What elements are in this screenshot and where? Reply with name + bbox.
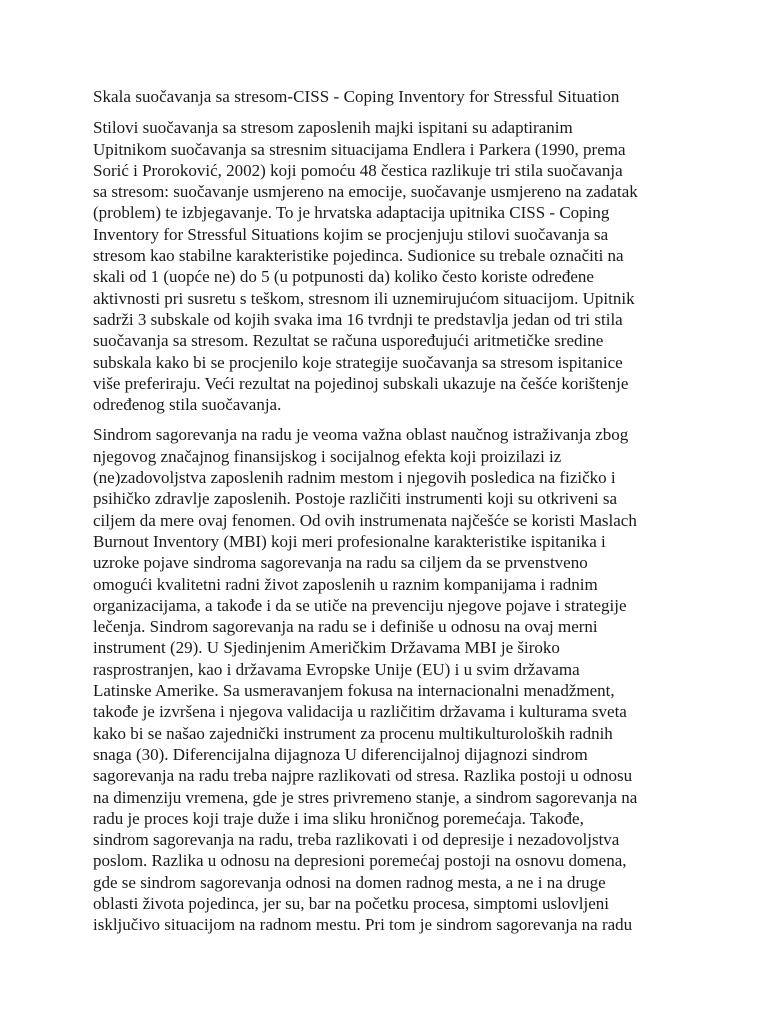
text-line: ciljem da mere ovaj fenomen. Od ovih instrumenata najčešće se koristi Maslach xyxy=(93,510,637,530)
text-line: oblasti života pojedinca, jer su, bar na početku procesa, simptomi uslovljeni xyxy=(93,893,610,913)
text-line: skali od 1 (uopće ne) do 5 (u potpunosti da) koliko često koriste određene xyxy=(93,267,594,287)
text-line: stresom kao stabilne karakteristike pojedinca. Sudionice su trebale označiti na xyxy=(93,246,624,266)
text-line: snaga (30). Diferencijalna dijagnoza U diferencijalnoj dijagnozi sindrom xyxy=(93,744,588,764)
text-line: Sorić i Proroković, 2002) koji pomoću 48 čestica razlikuje tri stila suočavanja xyxy=(93,160,623,180)
text-line: subskala kako bi se procjenilo koje strategije suočavanja sa stresom ispitanice xyxy=(93,352,623,372)
text-line: Burnout Inventory (MBI) koji meri profesionalne karakteristike ispitanika i xyxy=(93,531,606,551)
text-line: kako bi se našao zajednički instrument za procenu multikulturoloških radnih xyxy=(93,723,613,743)
text-line: takođe je izvršena i njegova validacija u različitim državama i kulturama sveta xyxy=(93,702,627,722)
text-line: Inventory for Stressful Situations kojim se procjenjuju stilovi suočavanja sa xyxy=(93,224,609,244)
text-line: sagorevanja na radu treba najpre razlikovati od stresa. Razlika postoji u odnosu xyxy=(93,766,633,786)
text-line: sa stresom: suočavanje usmjereno na emocije, suočavanje usmjereno na zadatak xyxy=(93,182,638,202)
text-line: sindrom sagorevanja na radu, treba razlikovati i od depresije i nezadovoljstva xyxy=(93,830,620,850)
text-line: njegovog značajnog finansijskog i socijalnog efekta koji proizilazi iz xyxy=(93,446,562,466)
text-line: gde se sindrom sagorevanja odnosi na domen radnog mesta, a ne i na druge xyxy=(93,872,606,892)
text-line: sadrži 3 subskale od kojih svaka ima 16 tvrdnji te predstavlja jedan od tri stila xyxy=(93,309,623,329)
paragraph-ciss xyxy=(93,117,675,415)
text-line: suočavanja sa stresom. Rezultat se računa uspoređujući aritmetičke sredine xyxy=(93,331,604,351)
text-line: organizacijama, a takođe i da se utiče na prevenciju njegove pojave i strategije xyxy=(93,595,627,615)
text-line: više preferiraju. Veći rezultat na pojedinoj subskali ukazuje na češće korištenje xyxy=(93,373,629,393)
text-line: aktivnosti pri susretu s teškom, stresnom ili uznemirujućom situacijom. Upitnik xyxy=(93,288,635,308)
text-line: Latinske Amerike. Sa usmeravanjem fokusa na internacionalni menadžment, xyxy=(93,681,615,701)
text-line: Upitnikom suočavanja sa stresnim situacijama Endlera i Parkera (1990, prema xyxy=(93,139,626,159)
text-line: Stilovi suočavanja sa stresom zaposlenih majki ispitani su adaptiranim xyxy=(93,118,573,138)
document-title: Skala suočavanja sa stresom-CISS - Coping Inventory for Stressful Situation xyxy=(93,87,620,106)
text-line: Sindrom sagorevanja na radu je veoma važna oblast naučnog istraživanja zbog xyxy=(93,425,629,445)
text-line: na dimenziju vremena, gde je stres privremeno stanje, a sindrom sagorevanja na xyxy=(93,787,638,807)
text-line: određenog stila suočavanja. xyxy=(93,395,282,415)
text-line: instrument (29). U Sjedinjenim Američkim Državama MBI je široko xyxy=(93,638,560,658)
text-line: lečenja. Sindrom sagorevanja na radu se i definiše u odnosu na ovaj merni xyxy=(93,617,598,637)
paragraph-burnout xyxy=(93,424,675,935)
text-line: (problem) te izbjegavanje. To je hrvatska adaptacija upitnika CISS - Coping xyxy=(93,203,610,223)
text-line: radu je proces koji traje duže i ima sliku hroničnog poremećaja. Takođe, xyxy=(93,808,584,828)
text-line: psihičko zdravlje zaposlenih. Postoje različiti instrumenti koji su otkriveni sa xyxy=(93,489,618,509)
document-body xyxy=(93,86,675,945)
text-line: uzroke pojave sindroma sagorevanja na radu sa ciljem da se prvenstveno xyxy=(93,553,588,573)
text-line: rasprostranjen, kao i državama Evropske Unije (EU) i u svim državama xyxy=(93,659,580,679)
text-line: (ne)zadovoljstva zaposlenih radnim mestom i njegovih posledica na fizičko i xyxy=(93,468,616,488)
text-line: poslom. Razlika u odnosu na depresioni poremećaj postoji na osnovu domena, xyxy=(93,851,627,871)
text-line: isključivo situacijom na radnom mestu. Pri tom je sindrom sagorevanja na radu xyxy=(93,915,633,935)
text-line: omogući kvalitetni radni život zaposlenih u raznim kompanijama i radnim xyxy=(93,574,598,594)
